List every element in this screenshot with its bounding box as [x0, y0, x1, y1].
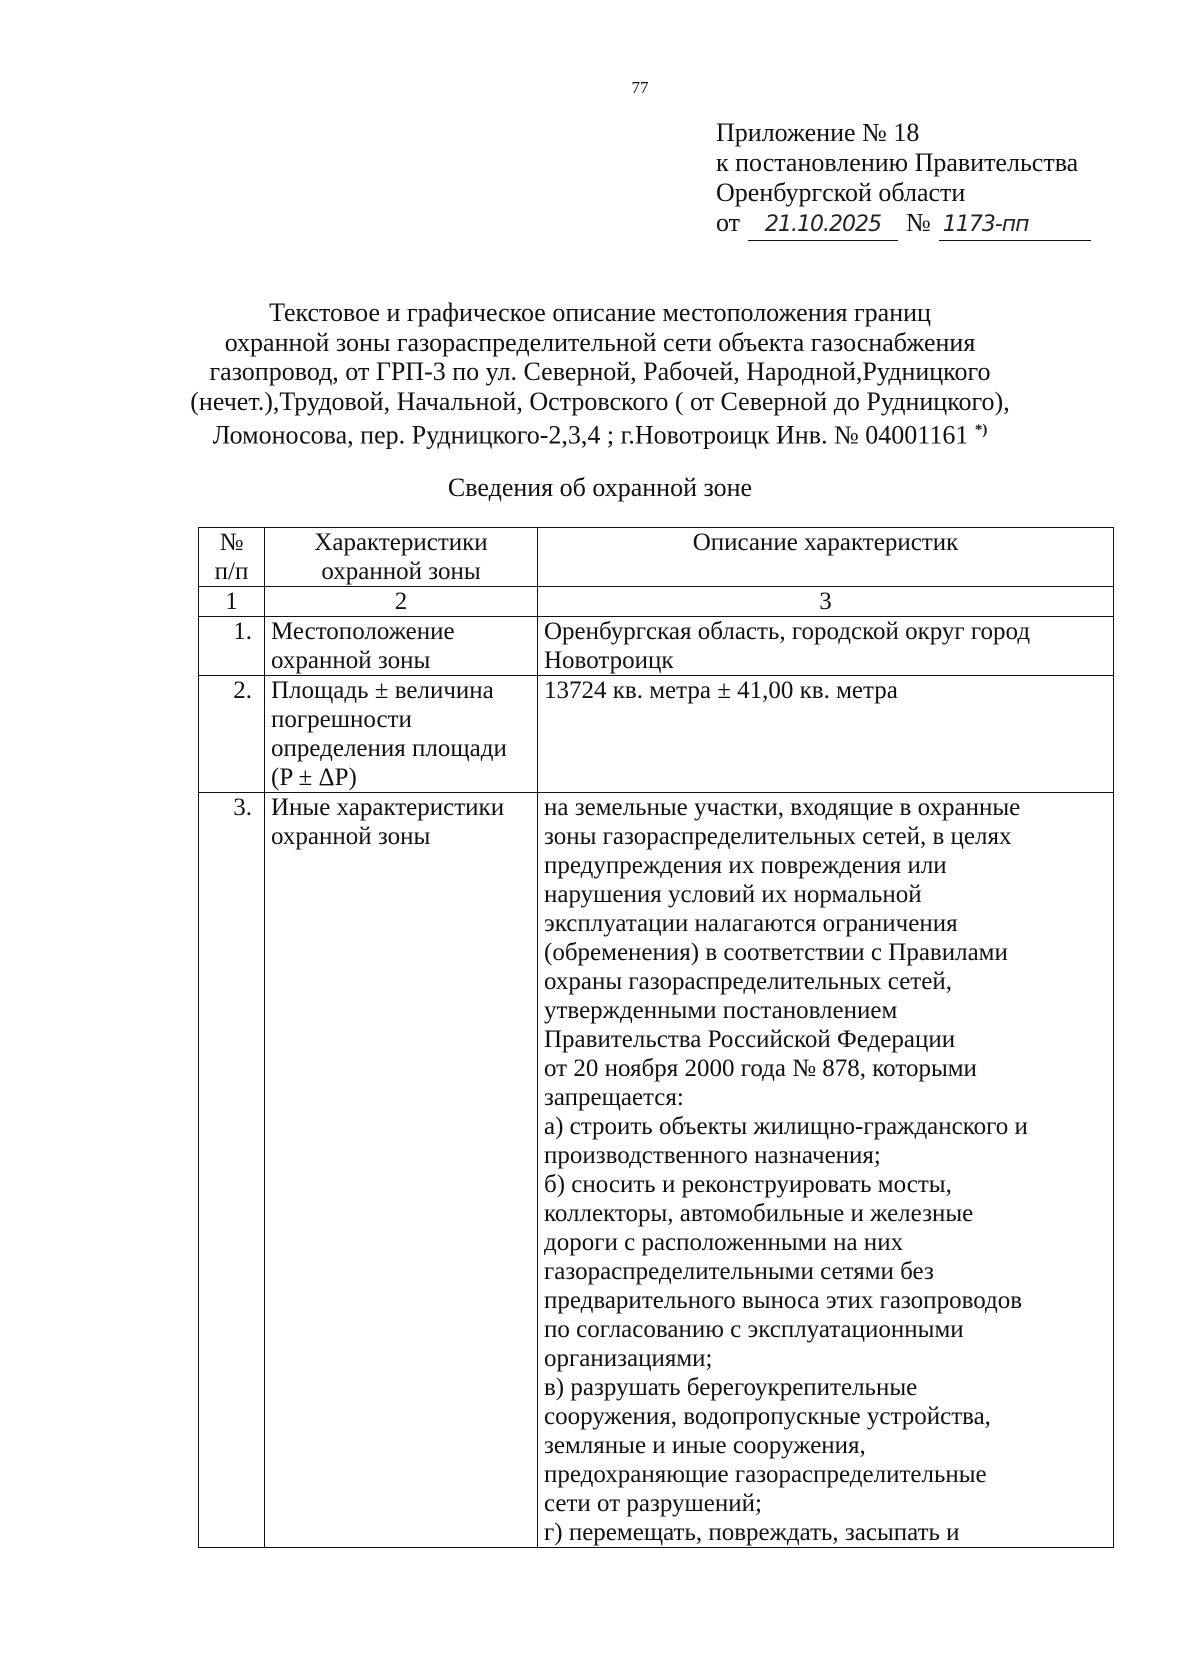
cell-line: 13724 кв. метра ± 41,00 кв. метра [544, 677, 898, 704]
cell-line: организациями; [544, 1345, 713, 1372]
cell-line: нарушения условий их нормальной [544, 881, 922, 908]
appendix-line-2: к постановлению Правительства [716, 148, 1079, 177]
column-number-row [199, 587, 1114, 617]
cell-line: определения площади [271, 735, 507, 762]
table-row [199, 793, 1114, 1548]
header-number-line: п/п [214, 558, 249, 585]
footnote-mark: *) [974, 422, 988, 438]
header-description: Описание характеристик [538, 528, 1114, 587]
appendix-date-line [716, 208, 1091, 241]
row-description [538, 793, 1114, 1548]
cell-line: эксплуатации налагаются ограничения [544, 910, 958, 937]
cell-line: погрешности [271, 706, 412, 733]
row-characteristic [265, 617, 538, 676]
column-number: 2 [265, 587, 538, 617]
document-title [150, 298, 1050, 450]
row-characteristic [265, 676, 538, 793]
title-line: охранной зоны газораспределительной сети объекта газоснабжения [224, 327, 976, 357]
cell-line: газораспределительными сетями без [544, 1258, 934, 1285]
cell-line: коллекторы, автомобильные и железные [544, 1200, 974, 1227]
title-line: газопровод, от ГРП-3 по ул. Северной, Рабочей, Народной,Рудницкого [209, 357, 991, 386]
title-line-last [150, 416, 1050, 450]
cell-line: (обременения) в соответствии с Правилами [544, 939, 1008, 966]
cell-line: дороги с расположенными на них [544, 1229, 904, 1256]
row-description [538, 676, 1114, 793]
cell-line: г) перемещать, повреждать, засыпать и [544, 1519, 960, 1546]
cell-line: сети от разрушений; [544, 1490, 762, 1517]
cell-line: Площадь ± величина [271, 677, 494, 704]
table-row [199, 617, 1114, 676]
header-number [199, 528, 265, 587]
cell-line: Иные характеристики [271, 794, 505, 821]
cell-line: по согласованию с эксплуатационными [544, 1316, 964, 1343]
column-number: 3 [538, 587, 1114, 617]
section-subtitle: Сведения об охранной зоне [447, 473, 753, 502]
cell-line: (P ± ΔP) [271, 764, 357, 791]
cell-line: утвержденными постановлением [544, 997, 898, 1024]
appendix-block [716, 118, 1091, 241]
cell-line: сооружения, водопропускные устройства, [544, 1403, 991, 1430]
cell-line: земляные и иные сооружения, [544, 1432, 866, 1459]
cell-line: Местоположение [271, 618, 455, 645]
date-prefix: от [716, 208, 741, 237]
cell-line: охраны газораспределительных сетей, [544, 968, 952, 995]
column-number: 1 [199, 587, 265, 617]
page-number: 77 [631, 78, 649, 97]
cell-line: охранной зоны [271, 647, 431, 674]
number-prefix: № [906, 208, 931, 237]
cell-line: охранной зоны [271, 823, 431, 850]
cell-line: Новотроицк [544, 647, 674, 674]
handwritten-date: 21.10.2025 [748, 210, 898, 241]
cell-line: от 20 ноября 2000 года № 878, которыми [544, 1055, 977, 1082]
cell-line: производственного назначения; [544, 1142, 881, 1169]
cell-line: в) разрушать берегоукрепительные [544, 1374, 918, 1401]
row-number: 2. [199, 676, 265, 793]
cell-line: на земельные участки, входящие в охранные [544, 794, 1021, 821]
appendix-line-1: Приложение № 18 [716, 118, 920, 147]
row-number: 3. [199, 793, 265, 1548]
header-number-line: № [219, 529, 244, 556]
header-characteristics-line: охранной зоны [321, 558, 481, 585]
row-description [538, 617, 1114, 676]
cell-line: Правительства Российской Федерации [544, 1026, 956, 1053]
cell-line: предохраняющие газораспределительные [544, 1461, 987, 1488]
table-row [199, 676, 1114, 793]
zone-info-table [198, 527, 1114, 1548]
header-characteristics [265, 528, 538, 587]
header-characteristics-line: Характеристики [314, 529, 488, 556]
cell-line: запрещается: [544, 1084, 684, 1111]
title-line-text: Ломоносова, пер. Рудницкого-2,3,4 ; г.Новотроицк Инв. № 04001161 [212, 420, 969, 450]
cell-line: предупреждения их повреждения или [544, 852, 947, 879]
cell-line: б) сносить и реконструировать мосты, [544, 1171, 952, 1198]
cell-line: а) строить объекты жилищно-гражданского и [544, 1113, 1028, 1140]
title-line: (нечет.),Трудовой, Начальной, Островского ( от Северной до Рудницкого), [190, 386, 1010, 416]
cell-line: Оренбургская область, городской округ город [544, 618, 1031, 645]
cell-line: предварительного выноса этих газопроводов [544, 1287, 1023, 1314]
row-characteristic [265, 793, 538, 1548]
title-line: Текстовое и графическое описание местоположения границ [269, 298, 931, 327]
appendix-line-3: Оренбургской области [716, 178, 966, 207]
table-header-row [199, 528, 1114, 587]
cell-line: зоны газораспределительных сетей, в целях [544, 823, 1012, 850]
row-number: 1. [199, 617, 265, 676]
handwritten-number: 1173-пп [939, 210, 1091, 241]
